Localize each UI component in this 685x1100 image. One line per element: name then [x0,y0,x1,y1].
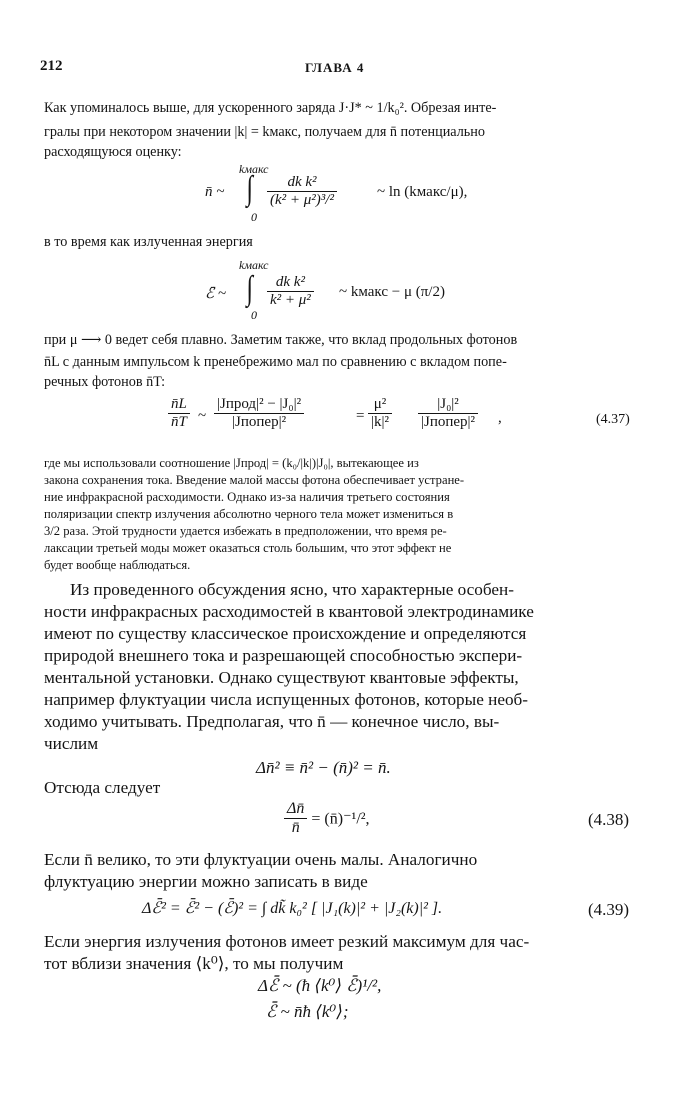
text-line: речных фотонов n̄T: [44,374,166,390]
text-line: при μ ⟶ 0 ведет себя плавно. Заметим также, что вклад продольных фотонов [44,332,518,348]
current-fraction: |Jпрод|² − |J₀|² |Jпопер|² [214,396,304,431]
equation-4-38 [284,800,370,837]
j0-fraction: |J₀|² |Jпопер|² [418,396,478,431]
text-line: Как упоминалось выше, для ускоренного заряда J·J* ~ 1/k₀². Обрезая инте- [44,100,497,116]
equation-number: (4.37) [596,412,630,427]
text-line: тот вблизи значения ⟨k⁰⟩, то мы получим [44,954,344,973]
text-line: n̄L с данным импульсом k пренебрежимо мал по сравнению с вкладом попе- [44,354,507,370]
relative-fluctuation-fraction: $\frac{\Delta n̄}{n̄}$ [284,800,307,837]
equation-rhs: = (n̄)⁻¹/², [311,810,370,828]
integral-lower-limit: 0 [251,308,257,322]
equation-delta-n: Δn̄² ≡ n̄² − (n̄)² = n̄. [256,758,391,777]
equation-lhs: n̄ ~ [205,184,225,200]
equation-4-39: Δℰ̄² = ℰ̄² − (ℰ̄)² = ∫ dk̃ k₀² [ |J₁(k)|² + |J₂(k)|² ]. [142,900,443,917]
equation-energy-estimate [205,258,505,324]
text-line: расходящуюся оценку: [44,144,182,160]
equation-rhs: ~ ln (kмакс/μ), [377,184,468,200]
chapter-heading: ГЛАВА 4 [305,60,365,75]
text-line: ходимо учитывать. Предполагая, что n̄ — конечное число, вы- [44,712,500,731]
text-line: Если n̄ велико, то эти флуктуации очень малы. Аналогично [44,850,478,869]
integrand-fraction: $\frac{\text{dk k²}}{\text{k² + μ²}}$ [267,274,314,309]
text-line: числим [44,734,99,753]
ratio-nl-nt: $\frac{n̄L}{n̄T}$ [168,396,190,431]
text-line: Отсюда следует [44,778,161,797]
equation-n-estimate [205,162,505,228]
text-line: гралы при некотором значении |k| = kмакс, получаем для n̄ потенциально [44,124,485,140]
text-line: где мы использовали соотношение |Jпрод| = (k₀/|k|)|J₀|, вытекающее из [44,456,419,470]
equation-number: (4.39) [588,900,630,919]
text-line: Если энергия излучения фотонов имеет резкий максимум для час- [44,932,530,951]
text-line: флуктуацию энергии можно записать в виде [44,872,368,891]
integral-sign: ∫ [246,270,253,307]
text-line: Из проведенного обсуждения ясно, что характерные особен- [70,580,514,599]
equation-energy-mean: ℰ̄ ~ n̄ħ ⟨k⁰⟩; [266,1002,349,1021]
text-line: природой внешнего тока и разрешающей способностью экспери- [44,646,523,665]
text-line: ментальной установки. Однако существуют квантовые эффекты, [44,668,519,687]
text-line: 3/2 раза. Этой трудности удается избежать в предположении, что время ре- [44,524,447,538]
text-line: в то время как излученная энергия [44,234,253,250]
text-line: например флуктуации числа испущенных фотонов, которые необ- [44,690,529,709]
equals-sign: = [356,408,365,424]
equation-energy-fluctuation: Δℰ̄ ~ (ħ ⟨k⁰⟩ ℰ̄)¹/², [258,976,382,995]
page-number: 212 [40,58,63,74]
text-line: лаксации третьей моды может оказаться столь большим, что этот эффект не [44,541,452,555]
equation-rhs: ~ kмакс − μ (π/2) [339,284,445,300]
text-line: поляризации спектр излучения абсолютно черного тела может измениться в [44,507,454,521]
tilde-sign: ~ [198,408,207,424]
equation-4-37: $\frac{n̄L}{n̄T}$ ~ |Jпрод|² − |J₀|² |Jпопер|² = $\frac{\text{μ²}}{\text{|k|²}}$ |J₀|² |Jпопер|² , [168,396,508,446]
text-line: закона сохранения тока. Введение малой массы фотона обеспечивает устране- [44,473,465,487]
integral-sign: ∫ [246,170,253,207]
text-line: имеют по существу классическое происхождение и определяются [44,624,527,643]
equation-lhs: ℰ̄ ~ [205,286,226,302]
text-line: ние инфракрасной расходимости. Однако из-за наличия третьего состояния [44,490,450,504]
integral-upper-limit: kмакс [239,258,269,272]
integrand-fraction: $\frac{\text{dk k²}}{\text{(k² + μ²)³/²}}$ [267,174,337,209]
equation-number: (4.38) [588,810,630,829]
integral-upper-limit: kмакс [239,162,269,176]
mu-fraction: $\frac{\text{μ²}}{\text{|k|²}}$ [368,396,392,431]
text-line: ности инфракрасных расходимостей в квантовой электродинамике [44,602,534,621]
integral-lower-limit: 0 [251,210,257,224]
text-line: будет вообще наблюдаться. [44,558,191,572]
